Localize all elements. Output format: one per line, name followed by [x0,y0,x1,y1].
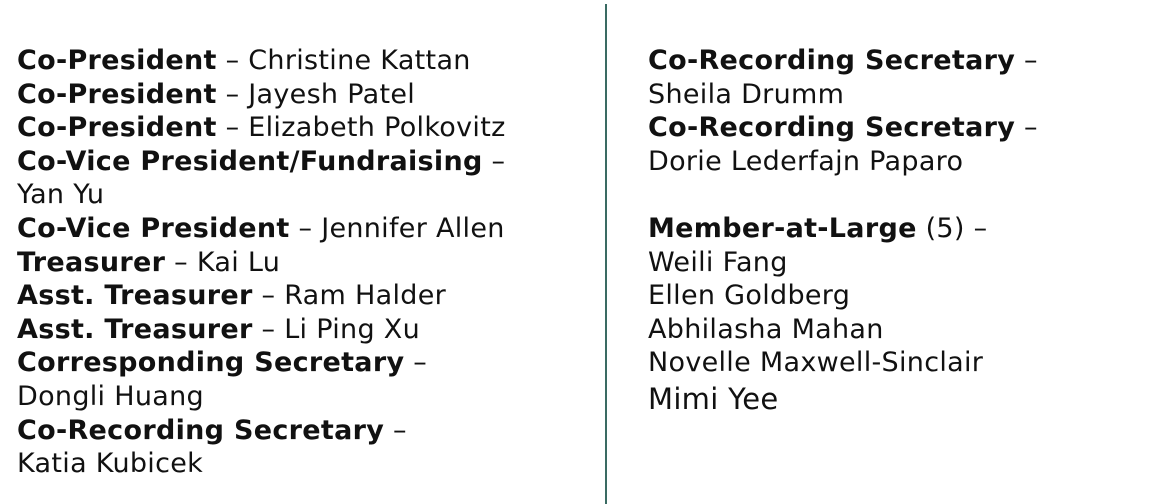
officer-name: Dorie Lederfajn Paparo [648,145,964,177]
officer-entry [17,111,597,145]
officer-name: Kai Lu [196,246,281,278]
member-name: Novelle Maxwell-Sinclair [648,347,984,379]
officer-separator: – [165,246,197,278]
officer-name: Li Ping Xu [284,313,420,345]
officer-role: Asst. Treasurer [17,313,253,345]
officer-separator: – [404,347,428,379]
officer-separator: – [1015,45,1038,76]
officer-list-right [648,44,1158,418]
member-name: Mimi Yee [648,381,779,416]
officer-name: Jayesh Patel [248,78,416,110]
officer-role: Co-Recording Secretary [17,414,385,446]
officer-role: Co-Recording Secretary [648,45,1016,76]
officer-role: Co-President [17,45,217,76]
officer-role: Treasurer [17,246,166,278]
officer-name: Yan Yu [17,179,105,211]
officer-name: Christine Kattan [248,45,471,76]
section-spacer [648,178,1158,212]
officer-separator: – [289,212,322,244]
officer-name: Jennifer Allen [321,212,505,244]
members-at-large-heading: Member-at-Large [648,212,917,244]
officer-role: Co-President [17,112,217,144]
officer-entry [17,78,597,112]
officer-entry [17,212,597,246]
officer-name: Ram Halder [284,280,447,312]
officer-name: Sheila Drumm [648,78,845,110]
officer-separator: – [252,280,285,312]
column-divider [605,4,607,504]
officer-entry [648,44,1158,111]
member-name: Ellen Goldberg [648,280,851,312]
officer-role: Co-President [17,78,217,110]
officer-role: Co-Vice President/Fundraising [17,145,483,177]
officer-role: Asst. Treasurer [17,280,253,312]
officer-separator: – [1015,112,1038,144]
officer-separator: – [384,414,407,446]
officer-separator: – [482,145,506,177]
members-at-large-group [648,212,1158,418]
officer-separator: – [252,313,285,345]
officer-name: Katia Kubicek [17,448,204,480]
officer-name: Elizabeth Polkovitz [248,112,506,144]
officer-entry [17,44,597,78]
members-at-large-count: (5) – [916,212,988,244]
member-name: Weili Fang [648,246,788,278]
officer-separator: – [216,112,249,144]
officer-list-left [17,44,597,481]
officer-entry [17,414,597,481]
officer-role: Corresponding Secretary [17,347,405,379]
officer-separator: – [216,45,249,76]
officer-role: Co-Recording Secretary [648,112,1016,144]
officer-role: Co-Vice President [17,212,290,244]
member-name: Abhilasha Mahan [648,313,884,345]
officer-entry [648,111,1158,178]
officer-separator: – [216,78,249,110]
officer-name: Dongli Huang [17,380,204,412]
officer-entry [17,246,597,280]
officer-entry [17,346,597,413]
officer-entry [17,313,597,347]
officer-entry [17,279,597,313]
officer-entry [17,145,597,212]
